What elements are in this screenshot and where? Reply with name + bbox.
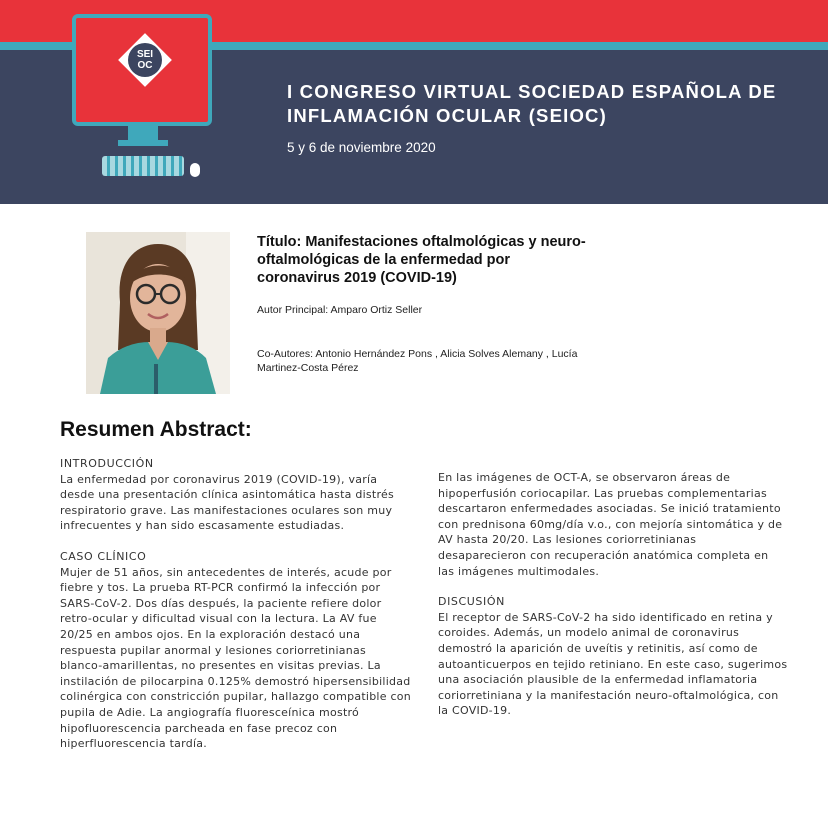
author-portrait-image	[86, 232, 230, 394]
introduction-text: La enfermedad por coronavirus 2019 (COVID-19), varía desde una presentación clínica asintomática hasta distrés respiratorio grave. Las manifestaciones oculares son muy infrecuentes y han sido escasamente estudiadas.	[60, 472, 394, 533]
seioc-logo	[126, 49, 164, 71]
congress-date: 5 y 6 de noviembre 2020	[287, 140, 436, 155]
abstract-column-left	[60, 456, 412, 752]
abstract-heading: Resumen Abstract:	[60, 418, 252, 441]
mouse-icon	[190, 163, 200, 177]
introduction-heading: INTRODUCCIÓN	[60, 457, 154, 470]
logo-line-1: SEI	[136, 49, 154, 60]
monitor-base-icon	[118, 140, 168, 146]
paper-title: Título: Manifestaciones oftalmológicas y neuro-oftalmológicas de la enfermedad por coronavirus 2019 (COVID-19)	[257, 234, 586, 286]
keyboard-icon	[102, 156, 184, 176]
congress-title: I CONGRESO VIRTUAL SOCIEDAD ESPAÑOLA DE INFLAMACIÓN OCULAR (SEIOC)	[287, 81, 777, 126]
clinical-case-heading: CASO CLÍNICO	[60, 549, 147, 563]
clinical-case-text: Mujer de 51 años, sin antecedentes de interés, acude por fiebre y tos. La prueba RT-PCR confirmó la infección por SARS-CoV-2. Dos días después, la paciente refiere dolor retro-ocular y dificultad visual con la lectura. La AV fue 20/25 en ambos ojos. En la exploración destacó una respuesta pupilar anormal y lesiones coriorretinianas blanco-amarillentas, no presentes en visitas previas. La instilación de pilocarpina 0.125% demostró hipersensibilidad colinérgica con constricción pupilar, hallazgo compatible con pupila de Adie. La angiografía fluoresceínica mostró hipofluorescencia parcheada en fase precoz con hiperfluorescencia tardía.	[60, 565, 411, 751]
congress-banner	[0, 0, 828, 204]
abstract-column-right	[438, 470, 788, 719]
logo-line-2: OC	[137, 60, 153, 71]
clinical-case-continuation: En las imágenes de OCT-A, se observaron áreas de hipoperfusión coriocapilar. Las pruebas complementarias descartaron enfermedades asociadas. Se inició tratamiento con prednisona 60mg/día v.o., con mejoría sintomática y de AV hasta 20/20. Las lesiones coriorretinianas desaparecieron con recuperación anatómica completa en las imágenes multimodales.	[438, 471, 783, 578]
principal-author: Autor Principal: Amparo Ortiz Seller	[257, 304, 423, 316]
author-photo	[86, 232, 230, 394]
discussion-heading: DISCUSIÓN	[438, 595, 505, 609]
discussion-text: El receptor de SARS-CoV-2 ha sido identificado en retina y coroides. Además, un modelo animal de coronavirus demostró la aparición de uveítis y retinitis, así como de autoanticuerpos en tejido retiniano. En este caso, sugerimos una asociación plausible de la enfermedad inflamatoria coriorretiniana y la manifestación neuro-oftalmológica, con la COVID-19.	[438, 610, 788, 718]
co-authors: Co-Autores: Antonio Hernández Pons , Alicia Solves Alemany , Lucía Martinez-Costa Pérez	[257, 348, 578, 374]
monitor-stand-icon	[128, 126, 158, 140]
